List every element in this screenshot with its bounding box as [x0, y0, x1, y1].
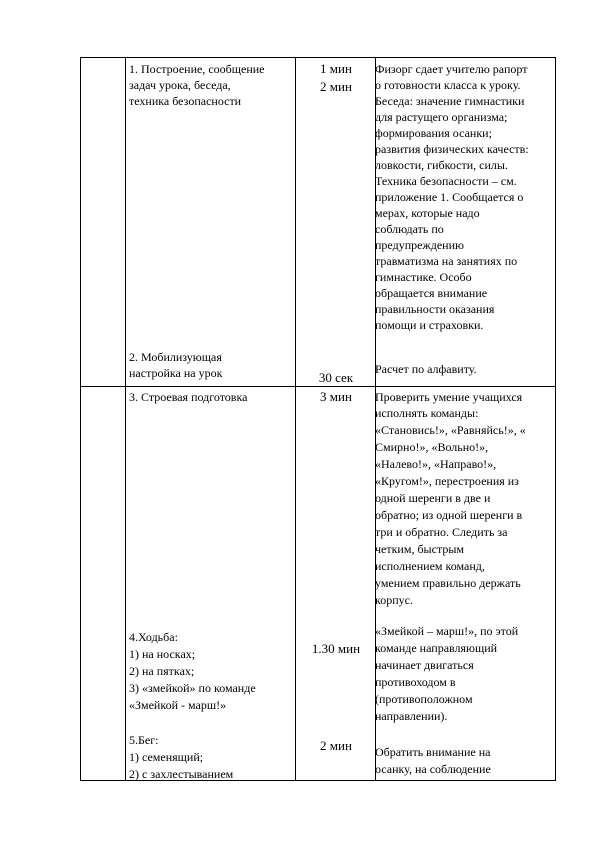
- stage-line: «Змейкой - марш!»: [129, 698, 227, 712]
- note-line: развития физических качеств:: [375, 142, 529, 156]
- note-line: приложение 1. Сообщается о: [375, 190, 524, 204]
- note-line: (противоположном: [375, 692, 473, 706]
- note-line: обращается внимание: [375, 286, 488, 300]
- stage-line: 2) с захлестыванием: [129, 767, 234, 781]
- note-line: предупреждению: [375, 238, 464, 252]
- note-line: Техника безопасности – см.: [375, 174, 517, 188]
- note-line: исполнением команд,: [375, 559, 485, 573]
- stage-line: 1. Построение, сообщение: [129, 62, 265, 76]
- time-value: 1 мин: [320, 61, 352, 76]
- note-line: корпус.: [375, 593, 413, 607]
- note-line: формирования осанки;: [375, 126, 492, 140]
- note-line: «Налево!», «Направо!»,: [375, 457, 497, 471]
- note-line: четким, быстрым: [375, 542, 464, 556]
- time-cell: [296, 387, 376, 781]
- stage-cell: [126, 58, 296, 387]
- time-value: 2 мин: [320, 79, 352, 94]
- note-line: Физорг сдает учителю рапорт: [375, 62, 528, 76]
- note-line: умением правильно держать: [375, 576, 521, 590]
- note-line: Проверить умение учащихся: [375, 390, 523, 404]
- note-line: Обратить внимание на: [375, 745, 491, 759]
- time-value: 30 сек: [318, 370, 354, 385]
- note-line: о готовности класса к уроку.: [375, 78, 521, 92]
- table-row: [81, 58, 556, 387]
- note-line: команде направляющий: [375, 641, 498, 655]
- note-line: помощи и страховки.: [375, 318, 484, 332]
- note-line: Расчет по алфавиту.: [375, 362, 477, 376]
- note-line: соблюдать по: [375, 222, 444, 236]
- note-line: правильности оказания: [375, 302, 495, 316]
- note-line: мерах, которые надо: [375, 206, 480, 220]
- table-row: [81, 387, 556, 781]
- stage-line: техника безопасности: [129, 94, 242, 108]
- note-line: обратно; из одной шеренги в: [375, 508, 523, 522]
- note-line: «Кругом!», перестроения из: [375, 474, 519, 488]
- note-line: ловкости, гибкости, силы.: [375, 158, 508, 172]
- empty-cell: [81, 387, 126, 781]
- stage-cell: [126, 387, 296, 781]
- note-line: направлении).: [375, 709, 448, 723]
- note-line: для растущего организма;: [375, 110, 508, 124]
- note-line: Беседа: значение гимнастики: [375, 94, 525, 108]
- time-cell: [296, 58, 376, 387]
- note-line: «Змейкой – марш!», по этой: [375, 624, 519, 638]
- notes-cell: [376, 387, 556, 781]
- lesson-plan-table: [80, 57, 556, 781]
- time-value: 1.30 мин: [311, 641, 361, 656]
- note-line: осанку, на соблюдение: [375, 762, 491, 776]
- note-line: одной шеренги в две и: [375, 491, 491, 505]
- stage-line: настройка на урок: [129, 366, 223, 380]
- note-line: гимнастике. Особо: [375, 270, 472, 284]
- empty-cell: [81, 58, 126, 387]
- note-line: Смирно!», «Вольно!»,: [375, 440, 489, 454]
- time-value: 3 мин: [320, 389, 352, 404]
- note-line: травматизма на занятиях по: [375, 254, 518, 268]
- note-line: три и обратно. Следить за: [375, 525, 508, 539]
- stage-line: 4.Ходьба:: [129, 630, 178, 644]
- stage-line: 1) семенящий;: [129, 750, 204, 764]
- stage-line: 1) на носках;: [129, 647, 196, 661]
- stage-line: 3) «змейкой» по команде: [129, 681, 256, 695]
- stage-line: 2) на пятках;: [129, 664, 195, 678]
- note-line: исполнять команды:: [375, 406, 479, 420]
- stage-line: 5.Бег:: [129, 733, 159, 747]
- note-line: «Становись!», «Равняйсь!», «: [375, 423, 526, 437]
- note-line: противоходом в: [375, 675, 456, 689]
- note-line: начинает двигаться: [375, 658, 474, 672]
- time-value: 2 мин: [320, 738, 352, 753]
- stage-line: 3. Строевая подготовка: [129, 390, 248, 404]
- stage-line: задач урока, беседа,: [129, 78, 231, 92]
- notes-cell: [376, 58, 556, 387]
- stage-line: 2. Мобилизующая: [129, 350, 222, 364]
